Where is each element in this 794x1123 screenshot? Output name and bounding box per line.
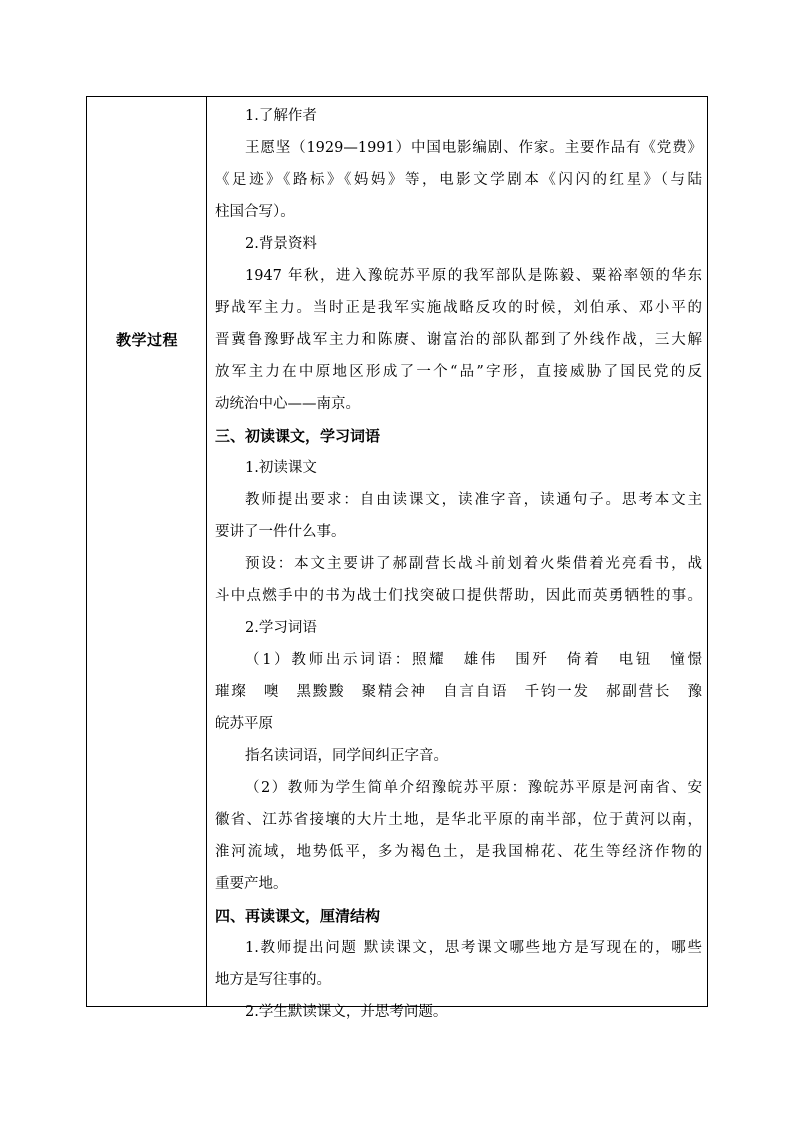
text-line: 《足迹》《路标》《妈妈》等，电影文学剧本《闪闪的红星》（与陆 (215, 172, 702, 188)
section-heading: 三、初读课文，学习词语 (215, 427, 381, 445)
text-line: 2.学生默读课文，并思考问题。 (245, 1004, 448, 1020)
text-line: 晋冀鲁豫野战军主力和陈赓、谢富治的部队都到了外线作战，三大解 (215, 332, 702, 348)
vocab-line: （1）教师出示词语：照耀 雄伟 围歼 倚着 电钮 憧憬 (245, 652, 702, 668)
text-line: 1.初读课文 (245, 460, 317, 476)
text-line: 重要产地。 (215, 876, 288, 892)
content-cell (215, 100, 702, 1028)
text-line: 要讲了一件什么事。 (215, 524, 346, 540)
text-line: 徽省、江苏省接壤的大片土地，是华北平原的南半部，位于黄河以南， (215, 812, 702, 828)
text-line: 1.了解作者 (245, 108, 317, 124)
text-line: 斗中点燃手中的书为战士们找突破口提供帮助，因此而英勇牺牲的事。 (215, 588, 702, 604)
text-line: 动统治中心——南京。 (215, 396, 360, 412)
text-line: 1.教师提出问题 默读课文，思考课文哪些地方是写现在的，哪些 (245, 940, 702, 956)
label-cell (87, 97, 207, 1006)
text-line: 2.背景资料 (245, 236, 317, 252)
text-line: 指名读词语，同学间纠正字音。 (245, 748, 448, 764)
text-line: 淮河流域，地势低平，多为褐色土，是我国棉花、花生等经济作物的 (215, 844, 702, 860)
text-line: 放军主力在中原地区形成了一个“品”字形，直接威胁了国民党的反 (215, 364, 702, 380)
vocab-line: 璀璨 噢 黑黢黢 聚精会神 自言自语 千钧一发 郝副营长 豫 (215, 684, 702, 700)
lesson-table (86, 96, 708, 1020)
section-label: 教学过程 (115, 331, 178, 349)
text-line: 王愿坚（1929—1991）中国电影编剧、作家。主要作品有《党费》 (245, 140, 702, 156)
section-heading: 四、再读课文，厘清结构 (215, 907, 381, 925)
text-line: 野战军主力。当时正是我军实施战略反攻的时候，刘伯承、邓小平的 (215, 300, 702, 316)
text-line: （2）教师为学生简单介绍豫皖苏平原：豫皖苏平原是河南省、安 (245, 780, 702, 796)
text-line: 1947 年秋，进入豫皖苏平原的我军部队是陈毅、粟裕率领的华东 (245, 268, 702, 284)
text-line: 预设：本文主要讲了郝副营长战斗前划着火柴借着光亮看书，战 (245, 556, 702, 572)
text-line: 2.学习词语 (245, 620, 317, 636)
text-line: 柱国合写）。 (215, 204, 295, 220)
text-line: 地方是写往事的。 (215, 972, 331, 988)
vocab-line: 皖苏平原 (215, 716, 273, 732)
text-line: 教师提出要求：自由读课文，读准字音，读通句子。思考本文主 (245, 492, 702, 508)
